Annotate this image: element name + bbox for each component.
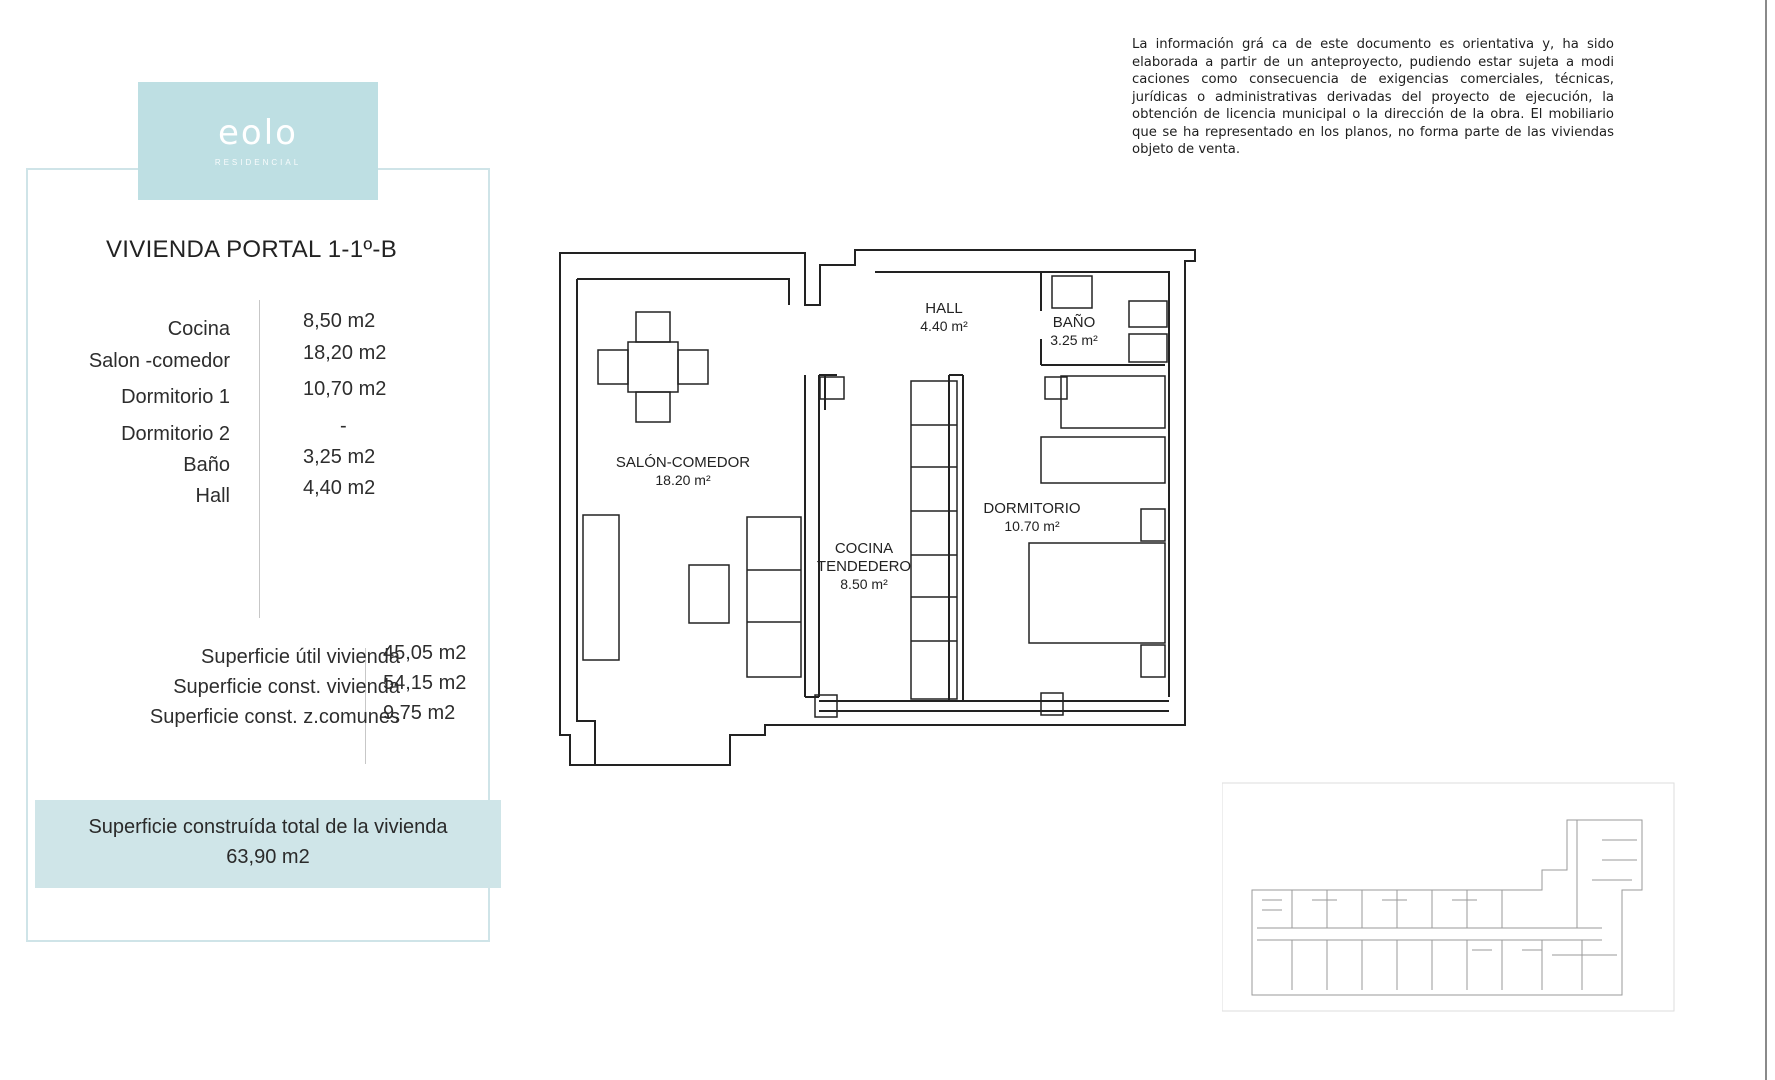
room-name: Dormitorio 2	[121, 423, 230, 445]
room-area: -	[340, 415, 347, 437]
bathtub	[1061, 376, 1165, 428]
room-row	[60, 378, 420, 416]
nightstand	[1141, 645, 1165, 677]
room-area-bano: 3.25 m²	[1050, 332, 1098, 348]
room-name: Hall	[195, 485, 230, 507]
room-label-tendedero: TENDEDERO	[816, 558, 912, 575]
summary-row	[60, 702, 480, 736]
toilet	[1129, 301, 1167, 327]
floor-plan	[555, 245, 1205, 775]
room-row	[60, 477, 420, 515]
room-area: 18,20 m2	[303, 342, 387, 364]
room-area: 10,70 m2	[303, 378, 387, 400]
keyplan-corridor	[1257, 928, 1602, 940]
keyplan-unit-lines	[1292, 890, 1502, 928]
exterior-wall	[560, 250, 1195, 765]
room-area: 8,50 m2	[303, 310, 376, 332]
summary-label: Superficie const. z.comunes	[149, 706, 400, 728]
building-key-plan	[1222, 780, 1676, 1017]
bottom-wall	[819, 701, 1169, 711]
wardrobe	[1041, 437, 1165, 483]
kitchen-counter-block	[911, 381, 957, 699]
kitchen-partition	[805, 375, 837, 697]
keyplan-frame	[1222, 783, 1674, 1011]
summary-label: Superficie const. vivienda	[173, 676, 400, 698]
kitchen-counter-line	[911, 425, 957, 641]
summary-value: 45,05 m2	[383, 642, 467, 664]
dining-chair	[598, 350, 628, 384]
interior-wall-line	[577, 279, 789, 305]
nightstand	[1141, 509, 1165, 541]
bidet	[1129, 334, 1167, 362]
bed	[1029, 543, 1165, 643]
keyplan-wing	[1552, 820, 1637, 955]
sofa	[747, 517, 801, 677]
room-label-salon: SALÓN-COMEDOR	[615, 454, 751, 471]
salon-kitchen-wall	[805, 375, 819, 697]
brand-name: eolo	[218, 112, 298, 153]
room-label-hall: HALL	[925, 300, 963, 317]
kitchen-counter	[911, 381, 957, 699]
small-fixture	[820, 377, 844, 399]
room-label-cocina: COCINA	[834, 540, 894, 557]
dining-table	[628, 342, 678, 392]
washbasin	[1052, 276, 1092, 308]
keyplan-unit-lines	[1292, 940, 1582, 990]
brand-logo	[138, 82, 378, 200]
room-row	[60, 342, 420, 380]
room-name: Salon -comedor	[88, 350, 230, 372]
summary-value: 9,75 m2	[383, 702, 456, 724]
room-name: Dormitorio 1	[121, 386, 230, 408]
keyplan-stair-detail	[1262, 900, 1542, 950]
summary-value: 54,15 m2	[383, 672, 467, 694]
dining-chair	[678, 350, 708, 384]
total-surface-value: 63,90 m2	[226, 846, 310, 868]
room-name: Baño	[183, 454, 230, 476]
legal-disclaimer: La información grá ca de este documento es orientativa y, ha sido elaborada a partir de un anteproyecto, pudiendo estar sujeta a modi caciones como consecuencia de exigencias comerciales, técnicas, jurídicas o administrativas derivadas del proyecto de ejecución, la obtención de licencia municipal o la dirección de la obra. El mobiliario que se ha representado en los planos, no forma parte de las viviendas objeto de venta.	[1132, 37, 1614, 157]
room-area: 3,25 m2	[303, 446, 376, 468]
small-fixture	[1045, 377, 1067, 399]
total-surface-band	[35, 800, 501, 888]
room-name: Cocina	[167, 318, 230, 340]
dining-chair	[636, 392, 670, 422]
room-label-bano: BAÑO	[1052, 314, 1096, 331]
sofa-cushion-line	[747, 570, 801, 622]
window-box	[815, 695, 837, 717]
room-area-cocina: 8.50 m²	[840, 576, 888, 592]
bathroom-fixtures	[820, 276, 1167, 428]
room-area-salon: 18.20 m²	[655, 472, 711, 488]
room-area-dormitorio: 10.70 m²	[1004, 518, 1060, 534]
room-label-dormitorio: DORMITORIO	[983, 500, 1081, 517]
unit-title: VIVIENDA PORTAL 1-1º-B	[106, 236, 398, 263]
dormitorio-wall	[949, 375, 963, 701]
dining-chair	[636, 312, 670, 342]
room-area: 4,40 m2	[303, 477, 376, 499]
dining-set	[598, 312, 708, 422]
interior-wall-line	[577, 279, 595, 765]
tv-cabinet	[583, 515, 619, 660]
keyplan-block-outline	[1252, 820, 1642, 995]
page-edge-rule	[1765, 0, 1767, 1080]
coffee-table	[689, 565, 729, 623]
summary-label: Superficie útil vivienda	[201, 646, 400, 668]
brand-subtitle: RESIDENCIAL	[214, 157, 302, 167]
total-surface-label: Superficie construída total de la vivienda	[88, 816, 448, 838]
room-area-hall: 4.40 m²	[920, 318, 968, 334]
living-furniture	[583, 515, 801, 677]
